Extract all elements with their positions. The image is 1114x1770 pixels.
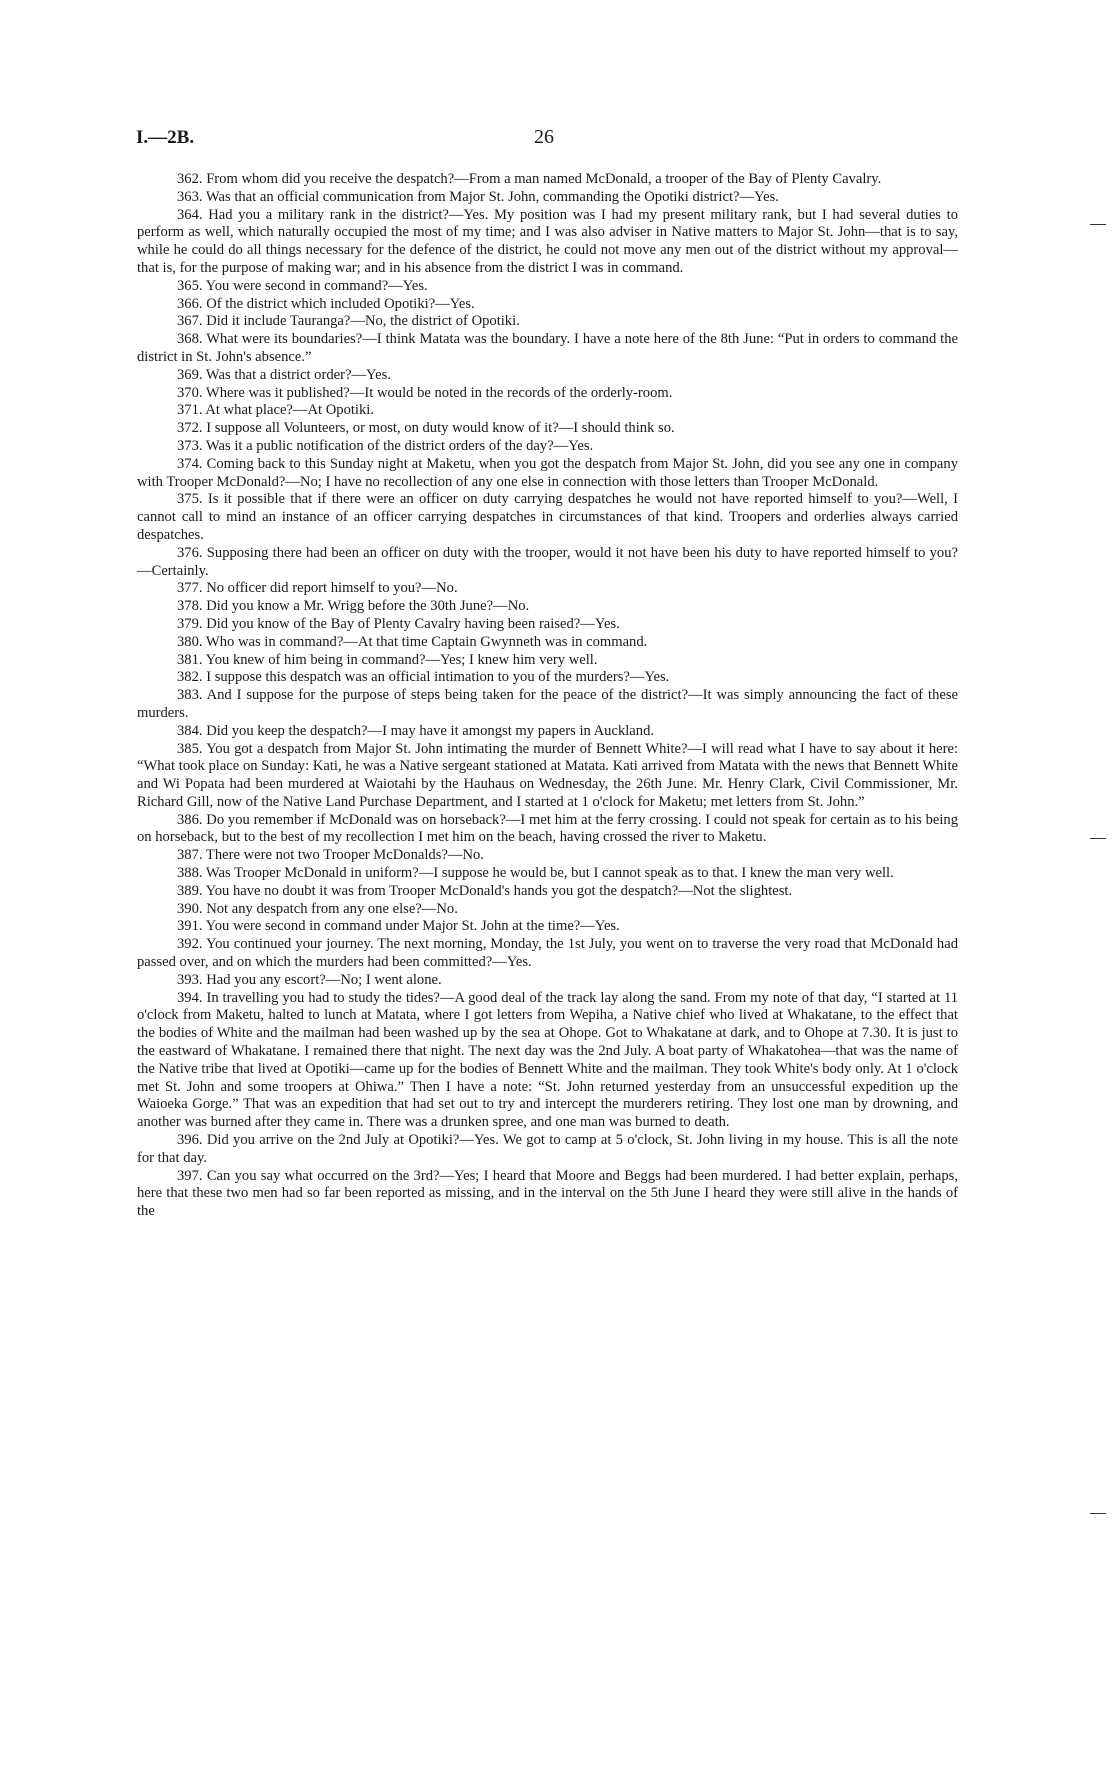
paragraph-380: 380. Who was in command?—At that time Captain Gwynneth was in command. (177, 633, 648, 650)
paragraph-362: 362. From whom did you receive the despatch?—From a man named McDonald, a trooper of the Bay of Plenty Cavalry. (177, 171, 882, 187)
paragraph-368: 368. What were its boundaries?—I think Matata was the boundary. I have a note here of the 8th June: “Put in orders to command the district in St. John's absence.” (137, 331, 958, 365)
paragraph-378: 378. Did you know a Mr. Wrigg before the 30th June?—No. (177, 598, 530, 615)
paragraph-370: 370. Where was it published?—It would be noted in the records of the orderly-room. (177, 384, 673, 401)
paragraph-379: 379. Did you know of the Bay of Plenty Cavalry having been raised?—Yes. (177, 615, 620, 632)
paragraph-389: 389. You have no doubt it was from Trooper McDonald's hands you got the despatch?—Not the slightest. (177, 882, 793, 899)
margin-mark (1090, 838, 1106, 839)
paragraph-372: 372. I suppose all Volunteers, or most, on duty would know of it?—I should think so. (177, 420, 675, 437)
paragraph-365: 365. You were second in command?—Yes. (177, 277, 428, 294)
paragraph-376: 376. Supposing there had been an officer on duty with the trooper, would it not have been his duty to have reported himself to you?—Certainly. (137, 544, 958, 579)
margin-mark (1090, 1513, 1106, 1514)
paragraph-373: 373. Was it a public notification of the district orders of the day?—Yes. (177, 437, 594, 454)
margin-mark (1090, 224, 1106, 225)
paragraph-392: 392. You continued your journey. The next morning, Monday, the 1st July, you went on to traverse the very road that McDonald had passed over, and on which the murders had been committed?—Yes. (137, 936, 958, 971)
paragraph-375: 375. Is it possible that if there were an officer on duty carrying despatches he would not have reported himself to you?—Well, I cannot call to mind an instance of an officer carrying despatches in circumstances of that kind. Troopers and orderlies always carried despatches. (137, 491, 958, 543)
paragraph-377: 377. No officer did report himself to you?—No. (177, 580, 458, 597)
paragraph-387: 387. There were not two Trooper McDonalds?—No. (177, 847, 484, 864)
document-reference: I.—2B. (136, 127, 195, 148)
paragraph-396: 396. Did you arrive on the 2nd July at Opotiki?—Yes. We got to camp at 5 o'clock, St. John living in my house. This is all the note for that day. (137, 1132, 958, 1166)
testimony-text (137, 171, 958, 1221)
paragraph-388: 388. Was Trooper McDonald in uniform?—I suppose he would be, but I cannot speak as to that. I knew the man very well. (177, 865, 894, 882)
paragraph-383: 383. And I suppose for the purpose of steps being taken for the peace of the district?—It was simply announcing the fact of these murders. (137, 687, 958, 721)
page-header (136, 127, 960, 153)
paragraph-394: 394. In travelling you had to study the tides?—A good deal of the track lay along the sand. From my note of that day, “I started at 11 o'clock from Maketu, halted to lunch at Matata, where I got letters from Wepiha, a Native chief who lived at Whakatane, to the effect that the bodies of White and the mailman had been washed up by the sea at Ohope. Got to Whakatane at dark, and to Ohope at 7.30. It is just to the eastward of Whakatane. I remained there that night. The next day was the 2nd July. A boat party of Whakatohea—that was the name of the Native tribe that lived at Opotiki—came up for the bodies of Bennett White and the mailman. They took White's body only. At 1 o'clock met St. John and some troopers at Ohiwa.” Then I have a note: “St. John returned yesterday from an unsuccessful expedition up the Waioeka Gorge.” That was an expedition that had set out to try and intercept the murderers retiring. They lost one man by drowning, and another was burned after they came in. There was a drunken spree, and one man was burned to death. (137, 989, 958, 1131)
paragraph-381: 381. You knew of him being in command?—Yes; I knew him very well. (177, 651, 598, 668)
paragraph-397: 397. Can you say what occurred on the 3rd?—Yes; I heard that Moore and Beggs had been murdered. I had better explain, perhaps, here that these two men had so far been reported as missing, and in the interval on the 5th June I heard they were still alive in the hands of the (137, 1167, 958, 1220)
paragraph-366: 366. Of the district which included Opotiki?—Yes. (177, 295, 475, 312)
paragraph-384: 384. Did you keep the despatch?—I may have it amongst my papers in Auckland. (177, 722, 655, 739)
paragraph-374: 374. Coming back to this Sunday night at Maketu, when you got the despatch from Major St. John, did you see any one in company with Trooper McDonald?—No; I have no recollection of any one else in connection with those letters than Trooper McDonald. (137, 455, 958, 490)
paragraph-382: 382. I suppose this despatch was an official intimation to you of the murders?—Yes. (177, 669, 670, 686)
paragraph-364: 364. Had you a military rank in the district?—Yes. My position was I had my present military rank, but I had several duties to perform as well, which naturally occupied the most of my time; and I was also adviser in Native matters to Major St. John—that is to say, while he could do all things necessary for the defence of the district, he could not move any men out of the district without my approval—that is, for the purpose of making war; and in his absence from the district I was in command. (137, 206, 958, 276)
paragraph-393: 393. Had you any escort?—No; I went alone. (177, 971, 442, 988)
paragraph-386: 386. Do you remember if McDonald was on horseback?—I met him at the ferry crossing. I could not speak for certain as to his being on horseback, but to the best of my recollection I met him on the beach, having crossed the river to Maketu. (137, 811, 958, 846)
paragraph-385: 385. You got a despatch from Major St. John intimating the murder of Bennett White?—I will read what I have to say about it here: “What took place on Sunday: Kati, he was a Native sergeant stationed at Matata. Kati arrived from Matata with the news that Bennett White and Wi Popata had been murdered at Waiotahi by the Hauhaus on Wednesday, the 26th June. Mr. Henry Clark, Civil Commissioner, Mr. Richard Gill, now of the Native Land Purchase Department, and I started at 1 o'clock for Maketu; met letters from St. John.” (137, 740, 958, 810)
paragraph-390: 390. Not any despatch from any one else?—No. (177, 900, 458, 917)
paragraph-367: 367. Did it include Tauranga?—No, the district of Opotiki. (177, 313, 520, 330)
paragraph-391: 391. You were second in command under Major St. John at the time?—Yes. (177, 918, 620, 935)
paragraph-363: 363. Was that an official communication from Major St. John, commanding the Opotiki district?—Yes. (177, 188, 779, 205)
page-number: 26 (534, 126, 554, 148)
paragraph-371: 371. At what place?—At Opotiki. (177, 402, 374, 419)
paragraph-369: 369. Was that a district order?—Yes. (177, 366, 391, 383)
